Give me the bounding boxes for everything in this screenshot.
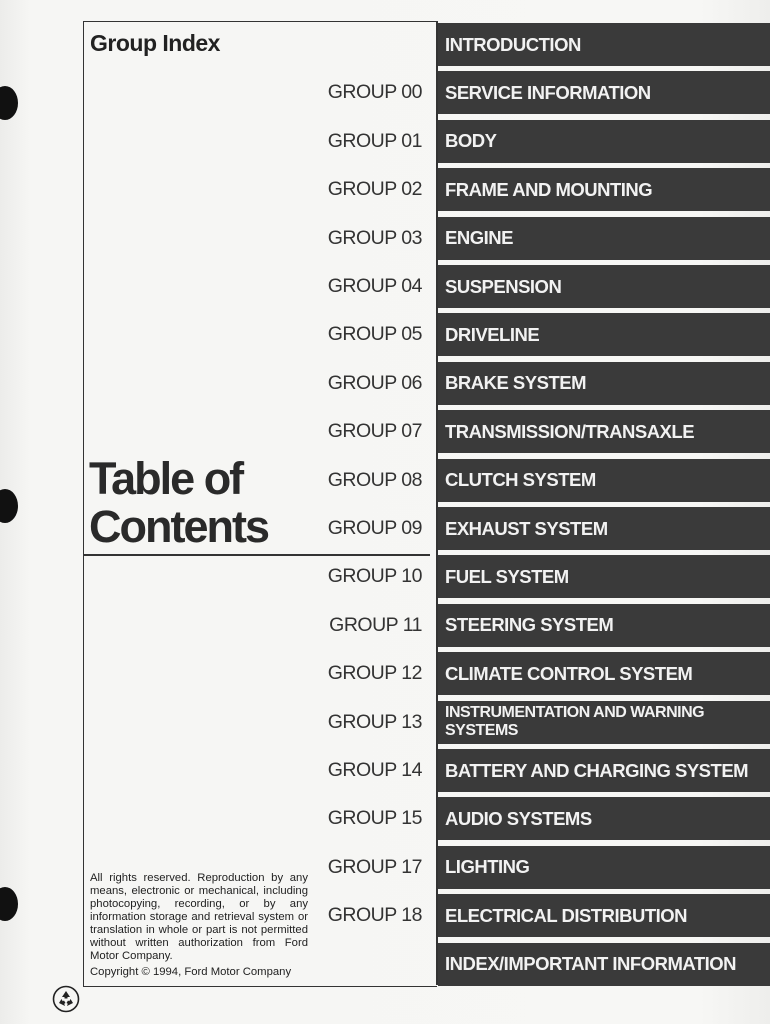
section-tab[interactable] <box>438 313 770 356</box>
group-number-label: GROUP 04 <box>327 275 422 297</box>
section-tab-label: EXHAUST SYSTEM <box>445 517 608 539</box>
section-tab-label: ELECTRICAL DISTRIBUTION <box>445 904 688 926</box>
section-tab[interactable] <box>438 362 770 405</box>
section-tab-label: AUDIO SYSTEMS <box>445 807 592 829</box>
group-number-label: GROUP 12 <box>327 662 422 685</box>
section-tab[interactable] <box>438 410 770 453</box>
section-tab[interactable] <box>438 555 770 598</box>
section-tab-label: BODY <box>445 130 497 152</box>
section-tab-label: SUSPENSION <box>445 275 562 297</box>
section-tab-label: ENGINE <box>445 227 513 249</box>
section-tab-label: INDEX/IMPORTANT INFORMATION <box>445 953 737 975</box>
section-tab[interactable] <box>438 217 770 260</box>
section-tab[interactable] <box>438 507 770 550</box>
section-tab-label: FRAME AND MOUNTING <box>445 178 653 200</box>
group-number-label: GROUP 15 <box>327 807 422 830</box>
section-tab[interactable] <box>438 701 770 744</box>
section-tab[interactable] <box>438 894 770 937</box>
section-tab-label: INTRODUCTION <box>445 33 581 55</box>
toc-title-line-2: Contents <box>89 501 268 552</box>
toc-title-line-1: Table of <box>89 453 243 504</box>
section-tab[interactable] <box>438 168 770 211</box>
legal-notice: All rights reserved. Reproduction by any means, electronic or mechanical, including photocopying, recording, or by any information storage and retrieval system or translation in whole or part is not permitted without written authorization from Ford Motor Company. <box>90 872 308 962</box>
section-tab-label: FUEL SYSTEM <box>445 565 569 587</box>
section-tab-label: CLUTCH SYSTEM <box>445 469 596 491</box>
group-number-label: GROUP 00 <box>327 81 422 104</box>
group-number-label: GROUP 08 <box>327 468 422 491</box>
section-tab-label: SERVICE INFORMATION <box>445 81 651 103</box>
section-tab[interactable] <box>438 120 770 163</box>
section-tab-label: DRIVELINE <box>445 323 540 345</box>
section-tab-label: BATTERY AND CHARGING SYSTEM <box>445 759 749 781</box>
group-number-label: GROUP 01 <box>327 129 422 152</box>
group-number-label: GROUP 18 <box>327 904 422 927</box>
section-tab[interactable] <box>438 23 770 66</box>
group-number-label: GROUP 03 <box>327 226 422 249</box>
group-number-label: GROUP 06 <box>327 371 422 394</box>
section-tab[interactable] <box>438 71 770 114</box>
group-number-label: GROUP 11 <box>329 613 422 636</box>
section-tab[interactable] <box>438 652 770 695</box>
section-tab[interactable] <box>438 797 770 840</box>
table-of-contents-title <box>89 455 268 551</box>
group-number-label: GROUP 09 <box>327 517 422 539</box>
section-tab-label: BRAKE SYSTEM <box>445 372 586 394</box>
copyright-notice: Copyright © 1994, Ford Motor Company <box>90 966 292 978</box>
section-tab-label: STEERING SYSTEM <box>445 614 614 636</box>
recycle-icon <box>52 985 80 1013</box>
section-tab-label: INSTRUMENTATION AND WARNING SYSTEMS <box>445 704 705 740</box>
section-tab[interactable] <box>438 459 770 502</box>
section-tab[interactable] <box>438 943 770 986</box>
group-number-label: GROUP 14 <box>327 759 422 781</box>
group-number-label: GROUP 05 <box>327 323 422 346</box>
section-tab[interactable] <box>438 846 770 889</box>
group-number-label: GROUP 10 <box>327 565 422 588</box>
group-index-title: Group Index <box>90 30 220 56</box>
section-tab-label: LIGHTING <box>445 856 530 878</box>
section-tab[interactable] <box>438 749 770 792</box>
toc-divider <box>83 554 430 556</box>
group-number-label: GROUP 17 <box>327 855 422 878</box>
frame-divider <box>436 21 438 985</box>
section-tab-label: CLIMATE CONTROL SYSTEM <box>445 662 693 684</box>
group-number-label: GROUP 02 <box>327 178 422 201</box>
group-number-label: GROUP 13 <box>327 710 422 733</box>
section-tab[interactable] <box>438 604 770 647</box>
section-tab-label: TRANSMISSION/TRANSAXLE <box>445 420 695 442</box>
section-tab[interactable] <box>438 265 770 308</box>
group-number-label: GROUP 07 <box>327 420 422 443</box>
